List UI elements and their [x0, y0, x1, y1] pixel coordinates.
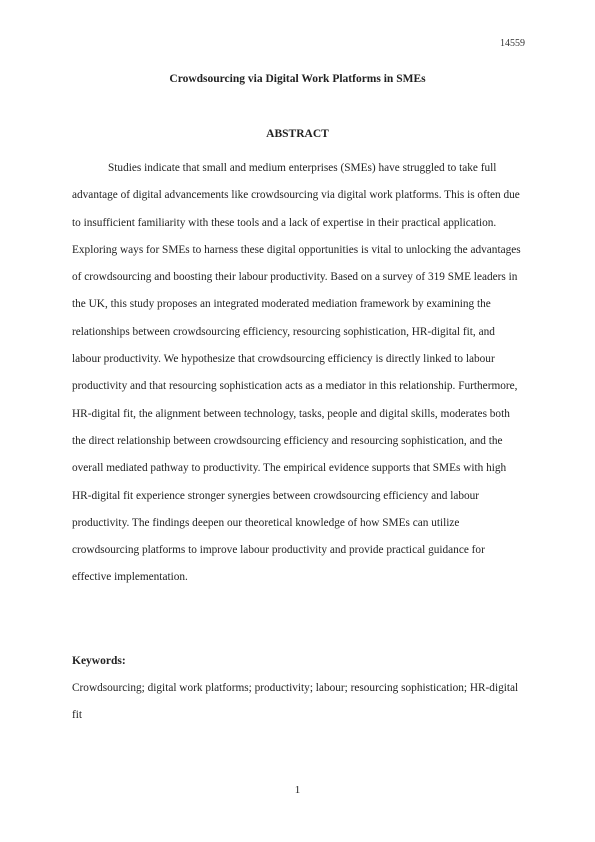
abstract-heading: ABSTRACT [266, 128, 329, 140]
document-number: 14559 [500, 38, 525, 49]
keywords-text: Crowdsourcing; digital work platforms; productivity; labour; resourcing sophistication; HR-digital fit [72, 682, 519, 722]
paper-title: Crowdsourcing via Digital Work Platforms in SMEs [169, 73, 426, 85]
abstract-body: Studies indicate that small and medium enterprises (SMEs) have struggled to take full advantage of digital advancements like crowdsourcing via digital work platforms. This is often due to insufficient familiarity with these tools and a lack of expertise in their practical application. Exploring ways for SMEs to harness these digital opportunities is vital to unlocking the advantages of crowdsourcing and boosting their labour productivity. Based on a survey of 319 SME leaders in the UK, this study proposes an integrated moderated mediation framework by examining the relationships between crowdsourcing efficiency, resourcing sophistication, HR-digital fit, and labour productivity. We hypothesize that crowdsourcing efficiency is directly linked to labour productivity and that resourcing sophistication acts as a mediator in this relationship. Furthermore, HR-digital fit, the alignment between technology, tasks, people and digital skills, moderates both the direct relationship between crowdsourcing efficiency and resourcing sophistication, and the overall mediated pathway to productivity. The empirical evidence supports that SMEs with high HR-digital fit experience stronger synergies between crowdsourcing efficiency and labour productivity. The findings deepen our theoretical knowledge of how SMEs can utilize crowdsourcing platforms to improve labour productivity and provide practical guidance for effective implementation. [72, 162, 521, 584]
keywords-heading: Keywords: [72, 655, 126, 667]
page-number: 1 [294, 784, 301, 796]
